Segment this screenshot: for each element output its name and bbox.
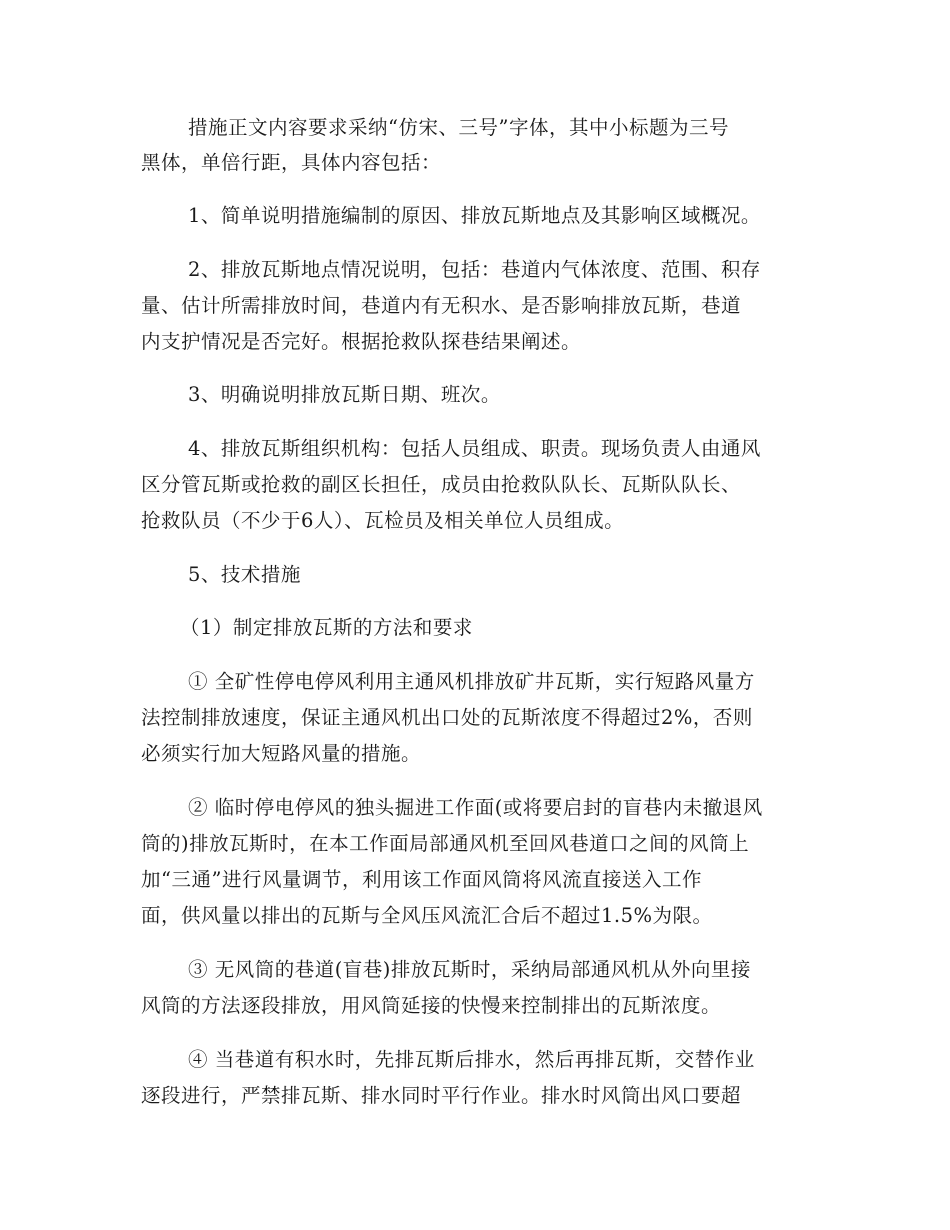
item-3-line-1: 3、明确说明排放瓦斯日期、班次。 <box>188 383 501 406</box>
item-1-line-1: 1、简单说明措施编制的原因、排放瓦斯地点及其影响区域概况。 <box>188 204 761 227</box>
item-2-line-3: 内支护情况是否完好。根据抢救队探巷结果阐述。 <box>141 330 582 353</box>
subsection-1-heading: （1）制定排放瓦斯的方法和要求 <box>180 616 473 639</box>
point-1-line-2: 法控制排放速度，保证主通风机出口处的瓦斯浓度不得超过2%，否则 <box>141 706 753 729</box>
item-4-line-2: 区分管瓦斯或抢救的副区长担任，成员由抢救队队长、瓦斯队队长、 <box>141 473 742 496</box>
item-5-heading: 5、技术措施 <box>188 563 301 586</box>
item-4-line-1: 4、排放瓦斯组织机构：包括人员组成、职责。现场负责人由通风 <box>188 437 761 460</box>
point-2-line-3: 加“三通”进行风量调节，利用该工作面风筒将风流直接送入工作 <box>141 868 702 891</box>
point-4-line-2: 逐段进行，严禁排瓦斯、排水同时平行作业。排水时风筒出风口要超 <box>141 1084 742 1107</box>
point-3-line-1: ③ 无风筒的巷道(盲巷)排放瓦斯时，采纳局部通风机从外向里接 <box>188 958 751 981</box>
point-4-line-1: ④ 当巷道有积水时，先排瓦斯后排水，然后再排瓦斯，交替作业 <box>188 1048 755 1071</box>
item-2-line-1: 2、排放瓦斯地点情况说明，包括：巷道内气体浓度、范围、积存 <box>188 258 761 281</box>
point-3-line-2: 风筒的方法逐段排放，用风筒延接的快慢来控制排出的瓦斯浓度。 <box>141 994 722 1017</box>
point-2-line-2: 筒的)排放瓦斯时，在本工作面局部通风机至回风巷道口之间的风筒上 <box>141 832 750 855</box>
item-4-line-3: 抢救队员（不少于6人）、瓦检员及相关单位人员组成。 <box>141 509 625 532</box>
intro-line-2: 黑体，单倍行距，具体内容包括： <box>141 151 442 174</box>
item-2-line-2: 量、估计所需排放时间，巷道内有无积水、是否影响排放瓦斯，巷道 <box>141 294 742 317</box>
point-2-line-4: 面，供风量以排出的瓦斯与全风压风流汇合后不超过1.5%为限。 <box>141 904 713 927</box>
point-2-line-1: ② 临时停电停风的独头掘进工作面(或将要启封的盲巷内未撤退风 <box>188 796 763 819</box>
intro-line-1: 措施正文内容要求采纳“仿宋、三号”字体，其中小标题为三号 <box>188 116 729 139</box>
point-1-line-3: 必须实行加大短路风量的措施。 <box>141 742 422 765</box>
point-1-line-1: ① 全矿性停电停风利用主通风机排放矿井瓦斯，实行短路风量方 <box>188 670 755 693</box>
